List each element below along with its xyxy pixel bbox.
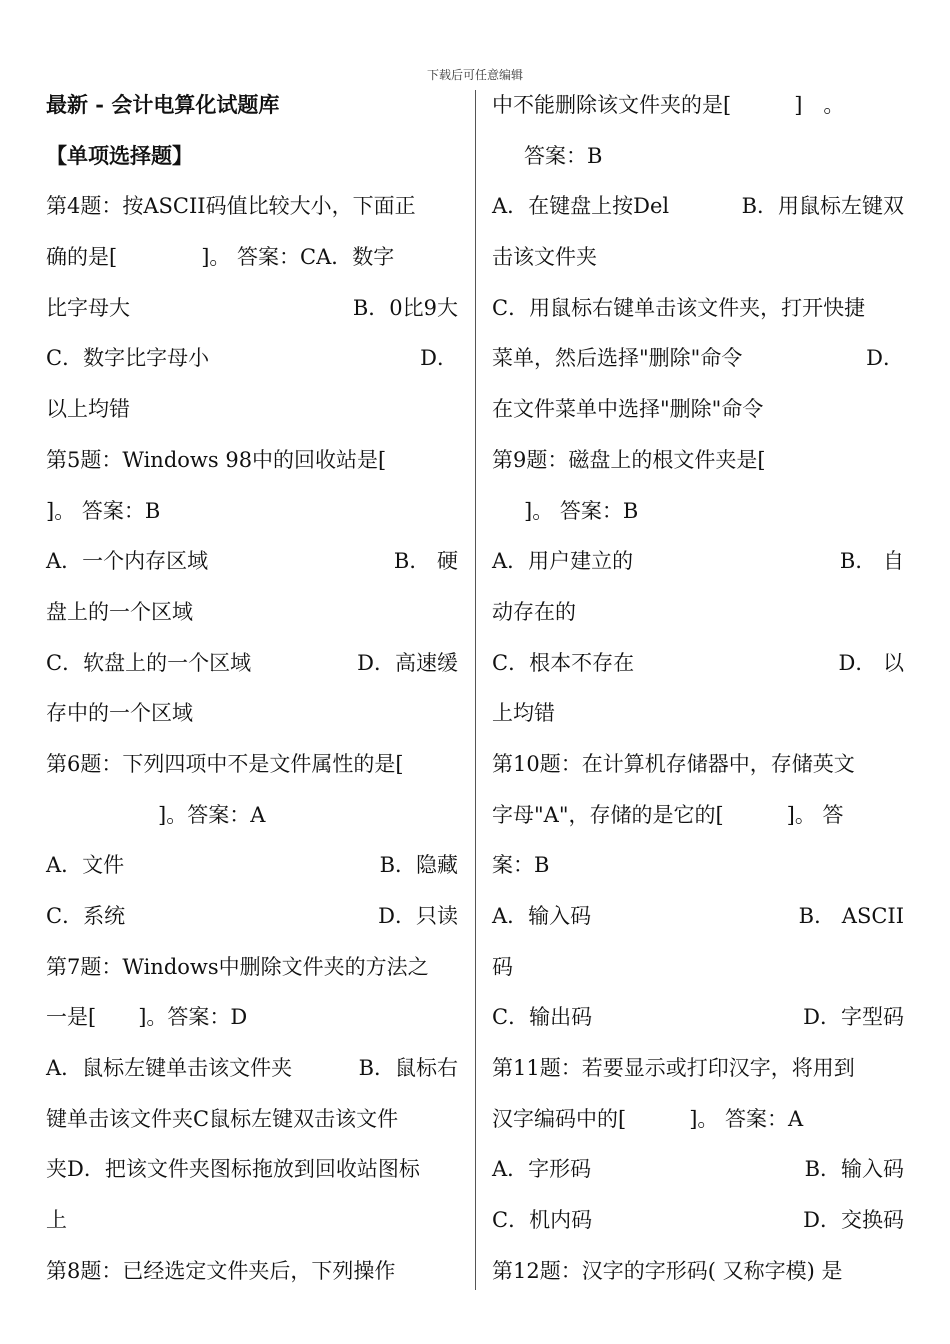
- text-line: [492, 131, 904, 182]
- text-line: [46, 283, 458, 334]
- text-segment: A．字形码: [492, 1157, 592, 1182]
- text-segment: ]。 答案：B: [524, 498, 639, 523]
- text-line: [492, 942, 904, 993]
- text-segment: 上均错: [492, 701, 555, 726]
- text-segment: 中不能删除该文件夹的是[ ] 。: [492, 93, 845, 117]
- text-segment: D． 以: [838, 650, 904, 675]
- text-segment: C．系统: [46, 904, 126, 928]
- text-segment: 比字母大: [46, 295, 130, 320]
- text-segment: 第7题：Windows中删除文件夹的方法之: [46, 954, 429, 979]
- text-segment: 确的是[ ]。 答案：CA．数字: [46, 245, 395, 270]
- text-line: [492, 486, 904, 537]
- text-line: [492, 638, 904, 689]
- text-segment: 字母"A"，存储的是它的[ ]。 答: [492, 802, 844, 827]
- text-line: [46, 840, 458, 891]
- text-line: [46, 1144, 458, 1195]
- text-segment: 存中的一个区域: [46, 701, 193, 726]
- text-segment: 第8题：已经选定文件夹后，下列操作: [46, 1258, 396, 1283]
- text-line: [492, 891, 904, 942]
- text-line: [46, 891, 458, 942]
- text-line: [492, 384, 904, 435]
- text-line: [46, 536, 458, 587]
- text-segment: 键单击该文件夹C鼠标左键双击该文件: [46, 1106, 399, 1131]
- text-segment: C．输出码: [492, 1005, 593, 1030]
- text-line: [492, 1195, 904, 1246]
- text-segment: 第4题：按ASCII码值比较大小，下面正: [46, 194, 416, 219]
- text-line: [492, 1094, 904, 1145]
- text-segment: 第5题：Windows 98中的回收站是[: [46, 447, 387, 472]
- text-segment: D．只读: [378, 904, 458, 928]
- text-segment: A．用户建立的: [492, 549, 634, 574]
- text-segment: 菜单，然后选择"删除"命令: [492, 346, 743, 371]
- text-segment: B．输入码: [804, 1157, 904, 1182]
- text-segment: 第6题：下列四项中不是文件属性的是[: [46, 751, 404, 776]
- text-segment: D．: [420, 346, 458, 371]
- text-segment: B．鼠标右: [358, 1056, 458, 1081]
- text-line: [492, 435, 904, 486]
- text-line: [492, 992, 904, 1043]
- text-line: [46, 638, 458, 689]
- text-segment: A．一个内存区域: [46, 549, 209, 574]
- text-segment: B．0比9大: [352, 295, 458, 320]
- text-segment: D．字型码: [803, 1005, 904, 1030]
- text-segment: 案：B: [492, 853, 550, 878]
- page-header: 下载后可任意编辑: [426, 68, 523, 82]
- text-line: [492, 688, 904, 739]
- text-segment: 码: [492, 954, 513, 979]
- text-line: [46, 942, 458, 993]
- text-segment: B．用鼠标左键双: [741, 194, 904, 219]
- text-segment: A．文件: [46, 853, 125, 878]
- text-segment: 第9题：磁盘上的根文件夹是[: [492, 447, 766, 472]
- text-segment: 夹D．把该文件夹图标拖放到回收站图标: [46, 1157, 420, 1182]
- text-line: [492, 739, 904, 790]
- text-line: [492, 1043, 904, 1094]
- text-segment: A．在键盘上按Del: [492, 194, 670, 219]
- text-line: [46, 486, 458, 537]
- text-segment: 盘上的一个区域: [46, 599, 193, 624]
- text-line: [46, 1094, 458, 1145]
- text-line: [46, 739, 458, 790]
- text-segment: D．交换码: [803, 1208, 904, 1233]
- text-line: [46, 992, 458, 1043]
- text-segment: C．软盘上的一个区域: [46, 650, 252, 675]
- text-line: [46, 384, 458, 435]
- text-line: [492, 1246, 904, 1297]
- text-line: [46, 181, 458, 232]
- text-line: [46, 435, 458, 486]
- text-segment: B． 硬: [393, 549, 458, 574]
- text-segment: D．高速缓: [357, 650, 458, 675]
- text-line: [46, 1195, 458, 1246]
- left-column: [46, 80, 458, 1297]
- text-segment: 一是[ ]。答案：D: [46, 1005, 248, 1030]
- text-line: [46, 688, 458, 739]
- text-line: [492, 790, 904, 841]
- text-line: [46, 333, 458, 384]
- text-segment: C．用鼠标右键单击该文件夹，打开快捷: [492, 295, 866, 320]
- text-segment: 动存在的: [492, 599, 576, 624]
- text-segment: 击该文件夹: [492, 245, 597, 270]
- text-line: [46, 80, 458, 131]
- text-segment: 在文件菜单中选择"删除"命令: [492, 397, 764, 422]
- text-line: [492, 232, 904, 283]
- column-divider: [475, 90, 476, 1290]
- text-segment: 【单项选择题】: [46, 142, 193, 168]
- text-line: [492, 536, 904, 587]
- text-segment: 第10题：在计算机存储器中，存储英文: [492, 751, 855, 776]
- text-line: [492, 283, 904, 334]
- text-line: [46, 232, 458, 283]
- text-segment: 第12题：汉字的字形码( 又称字模) 是: [492, 1258, 843, 1283]
- text-line: [46, 1043, 458, 1094]
- text-segment: A．鼠标左键单击该文件夹: [46, 1056, 293, 1081]
- text-segment: 第11题：若要显示或打印汉字，将用到: [492, 1056, 855, 1081]
- text-segment: ]。答案：A: [158, 802, 266, 827]
- text-segment: D．: [866, 346, 904, 371]
- text-line: [492, 840, 904, 891]
- text-segment: 最新 - 会计电算化试题库: [46, 92, 280, 117]
- text-line: [46, 790, 458, 841]
- text-segment: C．数字比字母小: [46, 346, 210, 371]
- text-segment: A．输入码: [492, 904, 592, 928]
- text-line: [46, 587, 458, 638]
- text-segment: B． 自: [839, 549, 904, 574]
- text-segment: ]。 答案：B: [46, 498, 161, 523]
- text-segment: C．根本不存在: [492, 650, 635, 675]
- right-column: [492, 80, 904, 1297]
- text-line: [492, 181, 904, 232]
- text-line: [492, 80, 904, 131]
- text-segment: 答案：B: [524, 143, 603, 168]
- text-line: [492, 333, 904, 384]
- text-segment: B． ASCII: [798, 904, 904, 928]
- text-segment: C．机内码: [492, 1208, 593, 1233]
- text-line: [46, 131, 458, 182]
- text-segment: 上: [46, 1208, 67, 1233]
- text-line: [492, 587, 904, 638]
- text-segment: 以上均错: [46, 397, 130, 422]
- text-segment: 汉字编码中的[ ]。 答案：A: [492, 1106, 804, 1131]
- text-line: [46, 1246, 458, 1297]
- text-line: [492, 1144, 904, 1195]
- text-segment: B．隐藏: [379, 853, 458, 878]
